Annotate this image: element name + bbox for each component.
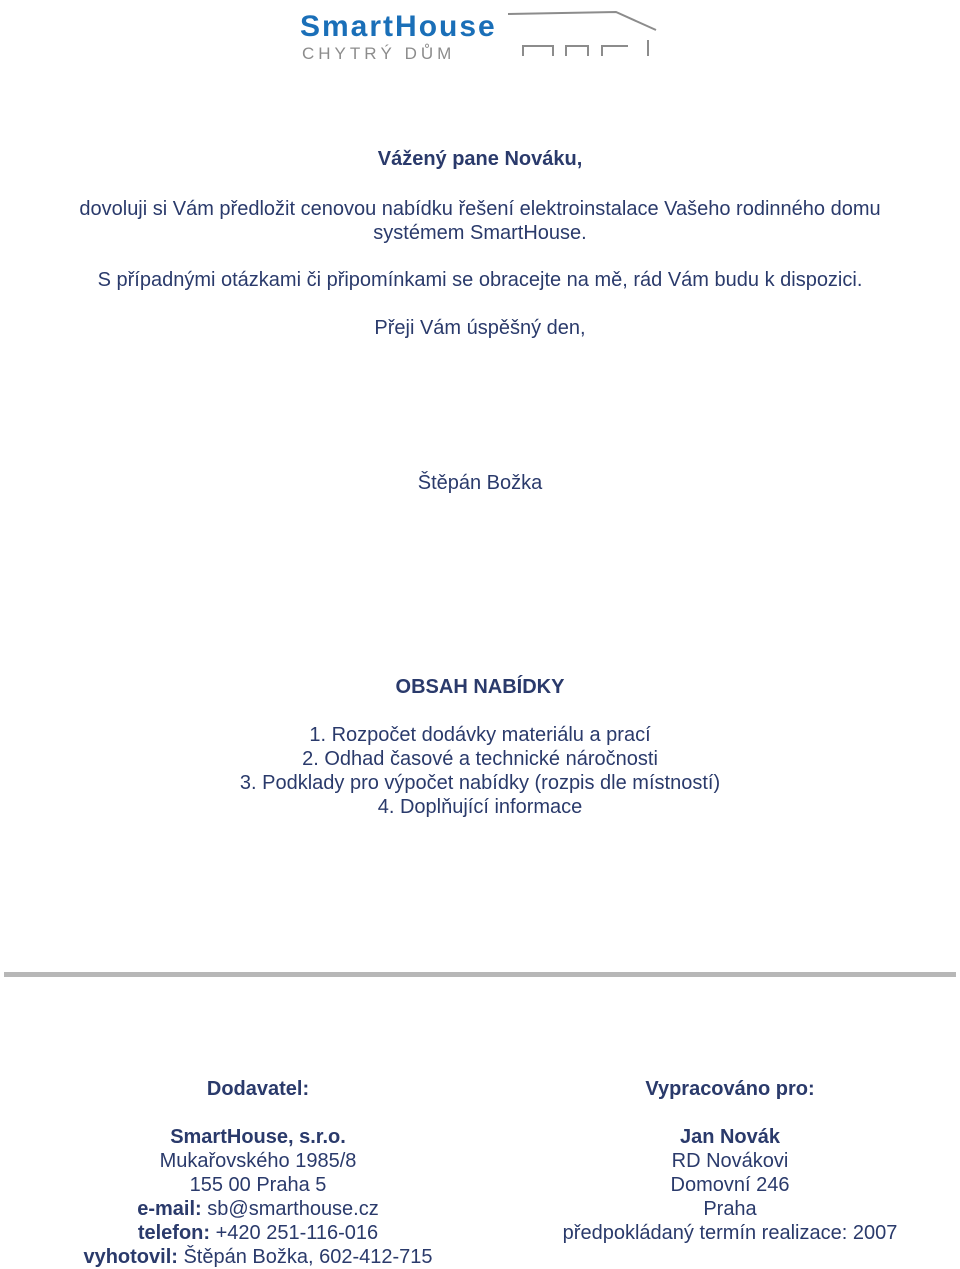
- closing-line: Přeji Vám úspěšný den,: [374, 317, 586, 339]
- supplier-block: [56, 1077, 460, 1269]
- logo-brand-text: SmartHouse: [300, 10, 497, 43]
- supplier-street: Mukařovského 1985/8: [159, 1150, 357, 1172]
- smarthouse-logo: [298, 4, 668, 66]
- intro-line-2: systémem SmartHouse.: [373, 222, 587, 244]
- house-logo-icon: [298, 4, 668, 66]
- client-house: RD Novákovi: [671, 1150, 789, 1172]
- realization-term: předpokládaný termín realizace: 2007: [562, 1222, 898, 1244]
- phone-label: telefon:: [137, 1222, 211, 1244]
- intro-line-1: dovoluji si Vám předložit cenovou nabídku řešení elektroinstalace Vašeho rodinného domu: [79, 198, 881, 220]
- supplier-heading: Dodavatel:: [206, 1078, 310, 1100]
- prepared-by-row: [56, 1245, 460, 1269]
- supplier-phone: +420 251-116-016: [215, 1222, 379, 1244]
- toc-item: 4. Doplňující informace: [377, 796, 583, 818]
- supplier-company: SmartHouse, s.r.o.: [170, 1126, 346, 1148]
- toc-item: 3. Podklady pro výpočet nabídky (rozpis dle místností): [239, 772, 721, 794]
- toc-item: 2. Odhad časové a technické náročnosti: [302, 748, 658, 770]
- contact-paragraph: S případnými otázkami či připomínkami se obracejte na mě, rád Vám budu k dispozici.: [97, 269, 863, 291]
- toc-title: OBSAH NABÍDKY: [395, 676, 565, 698]
- logo-tagline: CHYTRÝ DŮM: [302, 44, 456, 63]
- client-name: Jan Novák: [679, 1126, 781, 1148]
- email-label: e-mail:: [137, 1198, 202, 1220]
- supplier-city: 155 00 Praha 5: [189, 1174, 327, 1196]
- client-heading: Vypracováno pro:: [645, 1078, 815, 1100]
- greeting: Vážený pane Nováku,: [377, 148, 583, 170]
- toc-item: 1. Rozpočet dodávky materiálu a prací: [309, 724, 651, 746]
- supplier-email-row: [56, 1197, 460, 1221]
- toc-list: [0, 723, 960, 819]
- prepared-label: vyhotovil:: [83, 1246, 178, 1268]
- supplier-phone-row: [56, 1221, 460, 1245]
- prepared-by: Štěpán Božka, 602-412-715: [183, 1246, 433, 1268]
- client-block: [520, 1077, 940, 1245]
- section-divider: [4, 972, 956, 977]
- client-city: Praha: [703, 1198, 757, 1220]
- supplier-email: sb@smarthouse.cz: [207, 1198, 379, 1220]
- signature: Štěpán Božka: [417, 472, 543, 494]
- client-address: Domovní 246: [670, 1174, 790, 1196]
- intro-paragraph: [0, 197, 960, 245]
